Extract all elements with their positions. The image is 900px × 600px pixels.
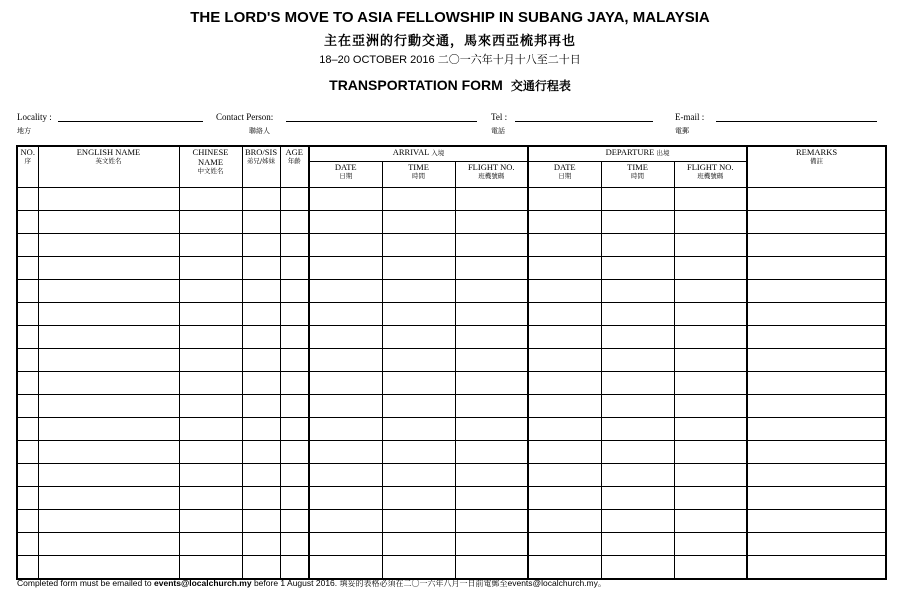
cell-remarks[interactable]: [747, 418, 886, 441]
cell-age[interactable]: [280, 349, 309, 372]
cell-departure-flight[interactable]: [674, 326, 747, 349]
cell-remarks[interactable]: [747, 533, 886, 556]
header-age: AGE 年齡: [280, 146, 309, 188]
cell-age[interactable]: [280, 372, 309, 395]
cell-english-name[interactable]: [38, 395, 179, 418]
cell-departure-time[interactable]: [601, 418, 674, 441]
cell-bro-sis[interactable]: [242, 326, 280, 349]
table-row: [17, 556, 886, 580]
cell-chinese-name[interactable]: [179, 510, 242, 533]
cell-arrival-time[interactable]: [382, 303, 455, 326]
cell-departure-flight[interactable]: [674, 464, 747, 487]
cell-arrival-date[interactable]: [309, 303, 382, 326]
cell-arrival-time[interactable]: [382, 280, 455, 303]
cell-arrival-time[interactable]: [382, 418, 455, 441]
cell-no[interactable]: [17, 418, 38, 441]
header-departure-time: TIME 時間: [601, 162, 674, 188]
email-link[interactable]: events@localchurch.my: [154, 578, 252, 588]
cell-english-name[interactable]: [38, 257, 179, 280]
header-chinese-name: CHINESE NAME 中文姓名: [179, 146, 242, 188]
cell-departure-time[interactable]: [601, 464, 674, 487]
fellowship-title: THE LORD'S MOVE TO ASIA FELLOWSHIP IN SUBANG JAYA, MALAYSIA: [190, 9, 710, 26]
form-title: [0, 77, 900, 94]
cell-arrival-flight[interactable]: [455, 303, 528, 326]
cell-departure-date[interactable]: [528, 257, 601, 280]
cell-departure-flight[interactable]: [674, 372, 747, 395]
cell-departure-time[interactable]: [601, 234, 674, 257]
cell-bro-sis[interactable]: [242, 487, 280, 510]
cell-age[interactable]: [280, 280, 309, 303]
cell-departure-flight[interactable]: [674, 188, 747, 211]
cell-arrival-flight[interactable]: [455, 280, 528, 303]
cell-arrival-time[interactable]: [382, 464, 455, 487]
cell-english-name[interactable]: [38, 188, 179, 211]
cell-arrival-flight[interactable]: [455, 188, 528, 211]
cell-english-name[interactable]: [38, 234, 179, 257]
form-title-chinese: 交通行程表: [510, 79, 571, 93]
cell-age[interactable]: [280, 303, 309, 326]
cell-bro-sis[interactable]: [242, 441, 280, 464]
cell-no[interactable]: [17, 211, 38, 234]
cell-arrival-date[interactable]: [309, 326, 382, 349]
cell-english-name[interactable]: [38, 510, 179, 533]
cell-age[interactable]: [280, 188, 309, 211]
table-row: [17, 510, 886, 533]
cell-no[interactable]: [17, 326, 38, 349]
cell-departure-flight[interactable]: [674, 349, 747, 372]
cell-arrival-flight[interactable]: [455, 556, 528, 580]
cell-age[interactable]: [280, 441, 309, 464]
form-title-english: TRANSPORTATION FORM: [329, 77, 503, 93]
cell-chinese-name[interactable]: [179, 487, 242, 510]
cell-no[interactable]: [17, 556, 38, 580]
tel-field[interactable]: [515, 121, 653, 122]
cell-chinese-name[interactable]: [179, 326, 242, 349]
cell-bro-sis[interactable]: [242, 395, 280, 418]
cell-no[interactable]: [17, 464, 38, 487]
cell-arrival-time[interactable]: [382, 510, 455, 533]
header-departure-date: DATE 日期: [528, 162, 601, 188]
header-bro-sis: BRO/SIS 弟兄/姊妹: [242, 146, 280, 188]
cell-age[interactable]: [280, 234, 309, 257]
cell-age[interactable]: [280, 533, 309, 556]
cell-no[interactable]: [17, 441, 38, 464]
cell-departure-time[interactable]: [601, 372, 674, 395]
cell-departure-flight[interactable]: [674, 556, 747, 580]
cell-departure-date[interactable]: [528, 418, 601, 441]
cell-age[interactable]: [280, 556, 309, 580]
cell-departure-flight[interactable]: [674, 234, 747, 257]
header-arrival-time: TIME 時間: [382, 162, 455, 188]
cell-remarks[interactable]: [747, 510, 886, 533]
cell-chinese-name[interactable]: [179, 349, 242, 372]
submission-note: Completed form must be emailed to events@localchurch.my before 1 August 2016. 填妥的表格必須在二〇一六年八月一日前電郵至events@localchurch.my。: [17, 578, 607, 588]
cell-bro-sis[interactable]: [242, 257, 280, 280]
cell-chinese-name[interactable]: [179, 234, 242, 257]
cell-arrival-date[interactable]: [309, 280, 382, 303]
table-row: [17, 303, 886, 326]
cell-age[interactable]: [280, 211, 309, 234]
cell-no[interactable]: [17, 395, 38, 418]
cell-arrival-flight[interactable]: [455, 211, 528, 234]
cell-arrival-flight[interactable]: [455, 510, 528, 533]
cell-chinese-name[interactable]: [179, 441, 242, 464]
cell-departure-date[interactable]: [528, 372, 601, 395]
cell-english-name[interactable]: [38, 280, 179, 303]
cell-arrival-date[interactable]: [309, 487, 382, 510]
cell-departure-flight[interactable]: [674, 395, 747, 418]
header-arrival-date: DATE 日期: [309, 162, 382, 188]
cell-departure-date[interactable]: [528, 188, 601, 211]
cell-remarks[interactable]: [747, 464, 886, 487]
cell-arrival-time[interactable]: [382, 349, 455, 372]
cell-arrival-time[interactable]: [382, 326, 455, 349]
cell-arrival-time[interactable]: [382, 211, 455, 234]
cell-departure-date[interactable]: [528, 211, 601, 234]
cell-arrival-date[interactable]: [309, 556, 382, 580]
cell-chinese-name[interactable]: [179, 303, 242, 326]
cell-arrival-date[interactable]: [309, 395, 382, 418]
cell-arrival-time[interactable]: [382, 234, 455, 257]
header-departure-flight: FLIGHT NO. 班機號碼: [674, 162, 747, 188]
cell-bro-sis[interactable]: [242, 349, 280, 372]
cell-departure-time[interactable]: [601, 395, 674, 418]
cell-departure-date[interactable]: [528, 326, 601, 349]
table-row: [17, 441, 886, 464]
cell-departure-time[interactable]: [601, 556, 674, 580]
cell-departure-flight[interactable]: [674, 280, 747, 303]
cell-arrival-date[interactable]: [309, 464, 382, 487]
cell-arrival-time[interactable]: [382, 487, 455, 510]
header-arrival-flight: FLIGHT NO. 班機號碼: [455, 162, 528, 188]
cell-bro-sis[interactable]: [242, 533, 280, 556]
cell-chinese-name[interactable]: [179, 418, 242, 441]
cell-departure-flight[interactable]: [674, 303, 747, 326]
cell-age[interactable]: [280, 464, 309, 487]
table-row: [17, 395, 886, 418]
cell-no[interactable]: [17, 533, 38, 556]
cell-departure-date[interactable]: [528, 464, 601, 487]
cell-chinese-name[interactable]: [179, 533, 242, 556]
cell-english-name[interactable]: [38, 533, 179, 556]
table-row: [17, 533, 886, 556]
cell-english-name[interactable]: [38, 326, 179, 349]
cell-departure-time[interactable]: [601, 441, 674, 464]
cell-english-name[interactable]: [38, 556, 179, 580]
cell-departure-time[interactable]: [601, 257, 674, 280]
cell-no[interactable]: [17, 234, 38, 257]
cell-age[interactable]: [280, 326, 309, 349]
cell-arrival-time[interactable]: [382, 556, 455, 580]
cell-arrival-flight[interactable]: [455, 257, 528, 280]
cell-arrival-date[interactable]: [309, 349, 382, 372]
table-row: [17, 326, 886, 349]
cell-arrival-time[interactable]: [382, 188, 455, 211]
header-departure: DEPARTURE 出境: [528, 146, 747, 162]
cell-departure-time[interactable]: [601, 533, 674, 556]
header-remarks: REMARKS 備註: [747, 146, 886, 188]
cell-departure-time[interactable]: [601, 303, 674, 326]
cell-bro-sis[interactable]: [242, 280, 280, 303]
cell-remarks[interactable]: [747, 211, 886, 234]
cell-english-name[interactable]: [38, 464, 179, 487]
cell-no[interactable]: [17, 303, 38, 326]
table-row: [17, 349, 886, 372]
cell-no[interactable]: [17, 372, 38, 395]
cell-arrival-flight[interactable]: [455, 349, 528, 372]
cell-remarks[interactable]: [747, 280, 886, 303]
table-row: [17, 211, 886, 234]
cell-departure-date[interactable]: [528, 303, 601, 326]
cell-english-name[interactable]: [38, 211, 179, 234]
cell-departure-date[interactable]: [528, 533, 601, 556]
cell-chinese-name[interactable]: [179, 280, 242, 303]
cell-english-name[interactable]: [38, 349, 179, 372]
cell-arrival-time[interactable]: [382, 372, 455, 395]
cell-departure-time[interactable]: [601, 349, 674, 372]
contact-person-field[interactable]: [286, 121, 477, 122]
cell-departure-flight[interactable]: [674, 510, 747, 533]
cell-chinese-name[interactable]: [179, 188, 242, 211]
cell-bro-sis[interactable]: [242, 464, 280, 487]
cell-departure-flight[interactable]: [674, 257, 747, 280]
cell-chinese-name[interactable]: [179, 372, 242, 395]
cell-remarks[interactable]: [747, 234, 886, 257]
cell-bro-sis[interactable]: [242, 510, 280, 533]
cell-departure-time[interactable]: [601, 280, 674, 303]
fellowship-title-chinese: 主在亞洲的行動交通，馬來西亞梳邦再也: [323, 34, 576, 49]
cell-departure-flight[interactable]: [674, 211, 747, 234]
cell-arrival-flight[interactable]: [455, 418, 528, 441]
cell-arrival-time[interactable]: [382, 441, 455, 464]
cell-arrival-flight[interactable]: [455, 464, 528, 487]
cell-age[interactable]: [280, 395, 309, 418]
cell-arrival-time[interactable]: [382, 257, 455, 280]
cell-chinese-name[interactable]: [179, 464, 242, 487]
header-arrival: ARRIVAL 入境: [309, 146, 528, 162]
cell-chinese-name[interactable]: [179, 257, 242, 280]
locality-field[interactable]: [58, 121, 203, 122]
cell-departure-date[interactable]: [528, 349, 601, 372]
cell-departure-date[interactable]: [528, 510, 601, 533]
cell-remarks[interactable]: [747, 303, 886, 326]
cell-remarks[interactable]: [747, 395, 886, 418]
cell-remarks[interactable]: [747, 372, 886, 395]
cell-remarks[interactable]: [747, 441, 886, 464]
tel-label: Tel : 電話: [491, 112, 508, 135]
cell-departure-date[interactable]: [528, 556, 601, 580]
cell-remarks[interactable]: [747, 556, 886, 580]
transportation-table: [16, 145, 887, 580]
cell-arrival-date[interactable]: [309, 188, 382, 211]
cell-arrival-flight[interactable]: [455, 533, 528, 556]
cell-departure-time[interactable]: [601, 211, 674, 234]
table-body: [17, 188, 886, 580]
cell-departure-flight[interactable]: [674, 487, 747, 510]
cell-departure-time[interactable]: [601, 487, 674, 510]
cell-english-name[interactable]: [38, 441, 179, 464]
cell-bro-sis[interactable]: [242, 372, 280, 395]
cell-departure-date[interactable]: [528, 234, 601, 257]
cell-chinese-name[interactable]: [179, 556, 242, 580]
cell-bro-sis[interactable]: [242, 234, 280, 257]
event-dates: 18–20 OCTOBER 2016 二〇一六年十月十八至二十日: [319, 54, 581, 66]
cell-arrival-time[interactable]: [382, 395, 455, 418]
cell-english-name[interactable]: [38, 487, 179, 510]
cell-no[interactable]: [17, 280, 38, 303]
email-link-2[interactable]: events@localchurch.my: [507, 578, 598, 588]
table-row: [17, 464, 886, 487]
locality-label: Locality : 地方: [17, 112, 52, 135]
cell-arrival-time[interactable]: [382, 533, 455, 556]
cell-remarks[interactable]: [747, 257, 886, 280]
contact-person-label: Contact Person: 聯絡人: [216, 112, 274, 135]
table-row: [17, 234, 886, 257]
cell-english-name[interactable]: [38, 418, 179, 441]
header-no: NO. 序: [17, 146, 38, 188]
cell-arrival-date[interactable]: [309, 257, 382, 280]
cell-departure-flight[interactable]: [674, 418, 747, 441]
header-english-name: ENGLISH NAME 英文姓名: [38, 146, 179, 188]
cell-chinese-name[interactable]: [179, 211, 242, 234]
cell-arrival-flight[interactable]: [455, 372, 528, 395]
cell-bro-sis[interactable]: [242, 303, 280, 326]
cell-english-name[interactable]: [38, 372, 179, 395]
cell-departure-flight[interactable]: [674, 533, 747, 556]
cell-arrival-flight[interactable]: [455, 441, 528, 464]
table-row: [17, 372, 886, 395]
cell-chinese-name[interactable]: [179, 395, 242, 418]
cell-age[interactable]: [280, 487, 309, 510]
cell-age[interactable]: [280, 510, 309, 533]
email-field[interactable]: [716, 121, 877, 122]
cell-bro-sis[interactable]: [242, 188, 280, 211]
cell-arrival-date[interactable]: [309, 441, 382, 464]
cell-remarks[interactable]: [747, 349, 886, 372]
cell-arrival-date[interactable]: [309, 234, 382, 257]
cell-english-name[interactable]: [38, 303, 179, 326]
cell-arrival-date[interactable]: [309, 533, 382, 556]
cell-arrival-flight[interactable]: [455, 487, 528, 510]
table-row: [17, 257, 886, 280]
cell-arrival-date[interactable]: [309, 372, 382, 395]
cell-no[interactable]: [17, 257, 38, 280]
cell-departure-time[interactable]: [601, 510, 674, 533]
table-row: [17, 280, 886, 303]
cell-no[interactable]: [17, 188, 38, 211]
table-row: [17, 418, 886, 441]
cell-arrival-date[interactable]: [309, 510, 382, 533]
cell-departure-flight[interactable]: [674, 441, 747, 464]
cell-no[interactable]: [17, 510, 38, 533]
cell-departure-date[interactable]: [528, 487, 601, 510]
cell-remarks[interactable]: [747, 487, 886, 510]
table-row: [17, 487, 886, 510]
cell-no[interactable]: [17, 487, 38, 510]
cell-arrival-flight[interactable]: [455, 395, 528, 418]
cell-departure-date[interactable]: [528, 395, 601, 418]
cell-arrival-date[interactable]: [309, 211, 382, 234]
cell-bro-sis[interactable]: [242, 418, 280, 441]
cell-age[interactable]: [280, 257, 309, 280]
cell-departure-date[interactable]: [528, 441, 601, 464]
email-label: E-mail : 電郵: [675, 112, 705, 135]
cell-departure-time[interactable]: [601, 326, 674, 349]
cell-bro-sis[interactable]: [242, 556, 280, 580]
cell-remarks[interactable]: [747, 188, 886, 211]
cell-remarks[interactable]: [747, 326, 886, 349]
cell-arrival-flight[interactable]: [455, 234, 528, 257]
cell-departure-date[interactable]: [528, 280, 601, 303]
cell-age[interactable]: [280, 418, 309, 441]
table-row: [17, 188, 886, 211]
cell-departure-time[interactable]: [601, 188, 674, 211]
cell-no[interactable]: [17, 349, 38, 372]
cell-bro-sis[interactable]: [242, 211, 280, 234]
cell-arrival-date[interactable]: [309, 418, 382, 441]
cell-arrival-flight[interactable]: [455, 326, 528, 349]
